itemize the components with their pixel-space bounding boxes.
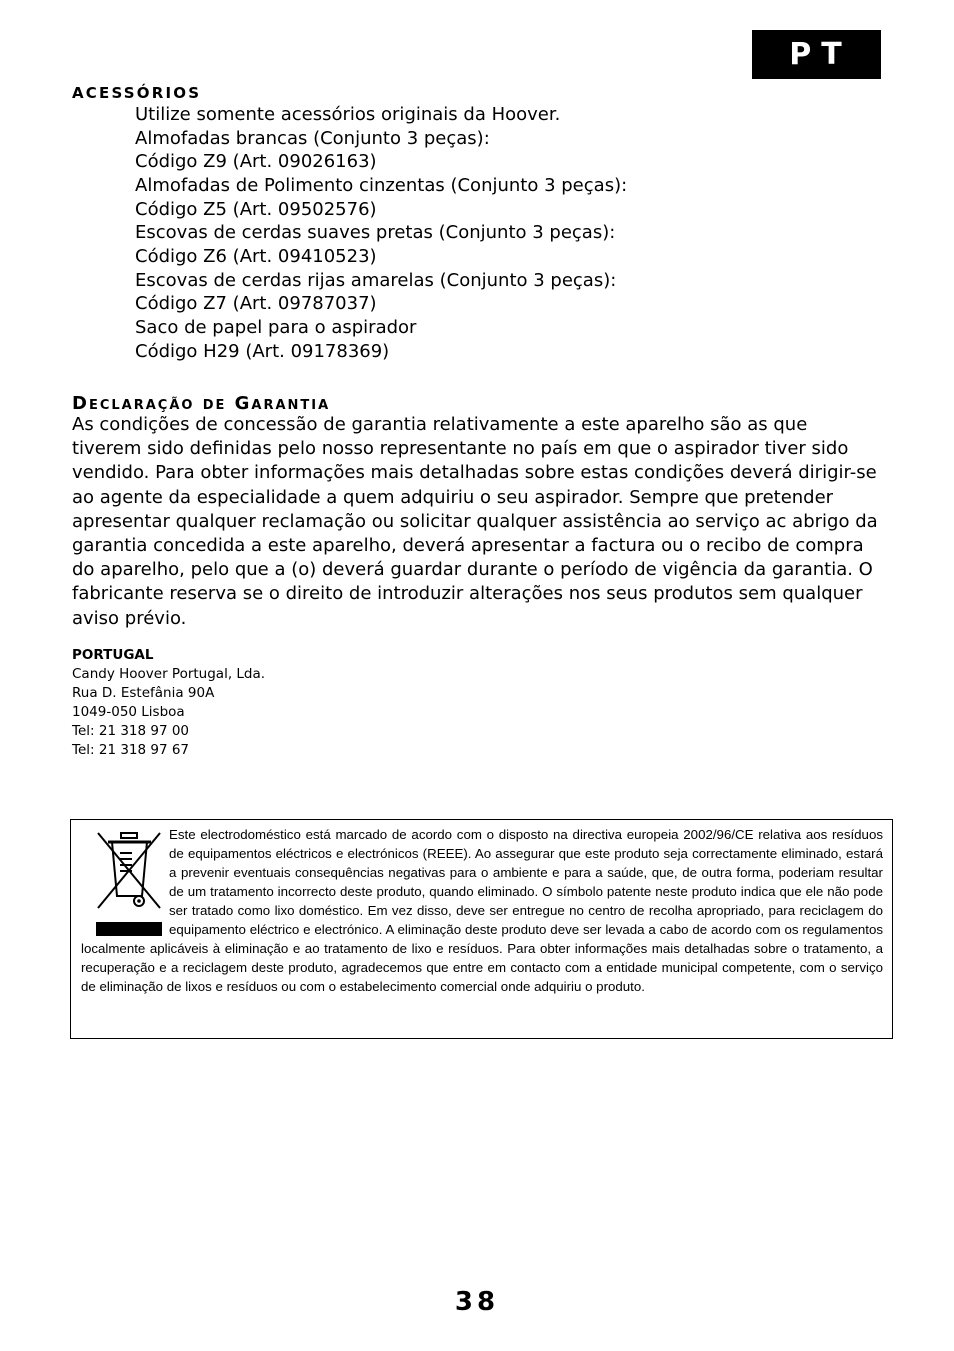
list-item: Escovas de cerdas suaves pretas (Conjunto 3 peças): [135,222,616,244]
warranty-title: Declaração de Garantia [72,393,331,414]
weee-notice-box [70,819,893,1039]
address-company: Candy Hoover Portugal, Lda. [72,666,266,682]
list-item: Utilize somente acessórios originais da Hoover. [135,104,561,125]
list-item: Código Z7 (Art. 09787037) [135,293,377,315]
accessories-title: ACESSÓRIOS [72,84,202,102]
language-badge: PT [752,30,881,79]
list-item: Código Z9 (Art. 09026163) [135,151,377,173]
list-item: Saco de papel para o aspirador [135,316,417,338]
list-item: Escovas de cerdas rijas amarelas (Conjunto 3 peças): [135,269,617,291]
accessories-list [135,103,627,363]
page-number: 38 [454,1287,500,1317]
weee-notice-text [81,825,883,996]
address-block [72,646,265,760]
icon-spacer [81,825,169,939]
address-tel: Tel: 21 318 97 00 [72,723,190,739]
list-item: Almofadas de Polimento cinzentas (Conjunto 3 peças): [135,174,628,196]
address-country: PORTUGAL [72,647,154,663]
address-street: Rua D. Estefânia 90A [72,685,215,701]
list-item: Código H29 (Art. 09178369) [135,340,390,362]
address-city: 1049-050 Lisboa [72,704,185,720]
warranty-body: As condições de concessão de garantia relativamente a este aparelho são as que tiverem sido definidas pelo nosso representante no país em que o aspirador tiver sido vendido. Para obter informações mais detalhadas sobre estas condições deverá dirigir-se ao agente da especialidade a quem adquiriu o seu aspirador. Sempre que pretender apresentar qualquer reclamação ou solicitar qualquer assistência ao serviço ac abrigo da garantia concedida a este aparelho, deverá apresentar a factura ou o recibo de compra do aparelho, pelo que a (o) deverá guardar durante o período de vigência da garantia. O fabricante reserva se o direito de introduzir alterações nos seus produtos sem qualquer aviso prévio. [72,414,878,629]
address-tel: Tel: 21 318 97 67 [72,742,190,758]
list-item: Código Z6 (Art. 09410523) [135,245,377,267]
list-item: Almofadas brancas (Conjunto 3 peças): [135,127,490,149]
list-item: Código Z5 (Art. 09502576) [135,198,377,220]
weee-text-content: Este electrodoméstico está marcado de acordo com o disposto na directiva europeia 2002/96/CE relativa aos resíduos de equipamentos eléctricos e electrónicos (REEE). Ao assegurar que este produto seja correctamente eliminado, estará a prevenir eventuais consequências negativas para o ambiente e para a saúde, que, de outra forma, poderiam resultar de um tratamento incorrecto deste produto, quando eliminado. O símbolo patente neste produto indica que ele não pode ser tratado como lixo doméstico. Em vez disso, deve ser entregue no centro de recolha apropriado, para reciclagem do equipamento eléctrico e electrónico. A eliminação deste produto deve ser levada a cabo de acordo com os regulamentos localmente aplicáveis à eliminação e ao tratamento de lixo e resíduos. Para obter informações mais detalhadas sobre o tratamento, a recuperação e a reciclagem deste produto, agradecemos que entre em contacto com a entidade municipal competente, com o serviço de eliminação de lixos e resíduos ou com o estabelecimento comercial onde adquiriu o produto. [81,827,883,995]
